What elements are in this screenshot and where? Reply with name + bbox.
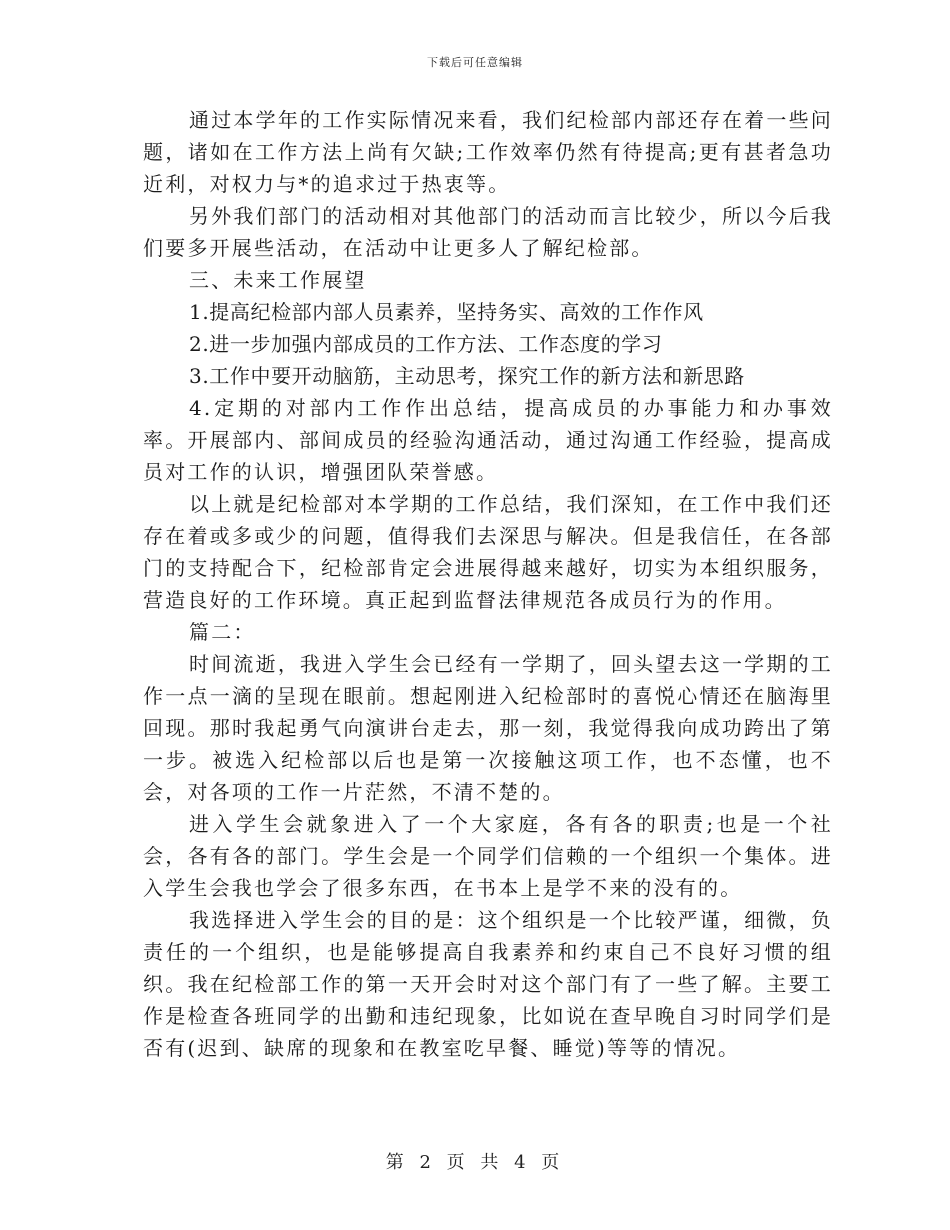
paragraph-summary: 以上就是纪检部对本学期的工作总结，我们深知，在工作中我们还存在着或多或少的问题，值得我们去深思与解决。但是我信任，在各部门的支持配合下，纪检部肯定会进展得越来越好，切实为本组织服务，营造良好的工作环境。真正起到监督法律规范各成员行为的作用。 <box>143 492 833 612</box>
section-heading-future-outlook: 三、未来工作展望 <box>189 268 367 292</box>
list-item-1: 1.提高纪检部内部人员素养，坚持务实、高效的工作作风 <box>189 300 704 324</box>
list-item-2: 2.进一步加强内部成员的工作方法、工作态度的学习 <box>189 332 663 356</box>
paragraph-purpose: 我选择进入学生会的目的是：这个组织是一个比较严谨，细微，负责任的一个组织，也是能够提高自我素养和约束自己不良好习惯的组织。我在纪检部工作的第一天开会时对这个部门有了一些了解。主要工作是检查各班同学的出勤和违纪现象，比如说在查早晚自习时同学们是否有(迟到、缺席的现象和在教室吃早餐、睡觉)等等的情况。 <box>143 908 833 1060</box>
paragraph-time-passing: 时间流逝，我进入学生会已经有一学期了，回头望去这一学期的工作一点一滴的呈现在眼前。想起刚进入纪检部时的喜悦心情还在脑海里回现。那时我起勇气向演讲台走去，那一刻，我觉得我向成功跨出了第一步。被选入纪检部以后也是第一次接触这项工作，也不态懂，也不会，对各项的工作一片茫然，不清不楚的。 <box>143 652 833 804</box>
document-body <box>143 104 833 1064</box>
paragraph-activities: 另外我们部门的活动相对其他部门的活动而言比较少，所以今后我们要多开展些活动，在活动中让更多人了解纪检部。 <box>143 204 833 260</box>
paragraph-problems: 通过本学年的工作实际情况来看，我们纪检部内部还存在着一些问题，诸如在工作方法上尚有欠缺;工作效率仍然有待提高;更有甚者急功近利，对权力与*的追求过于热衷等。 <box>143 108 833 196</box>
list-item-4: 4.定期的对部内工作作出总结，提高成员的办事能力和办事效率。开展部内、部间成员的经验沟通活动，通过沟通工作经验，提高成员对工作的认识，增强团队荣誉感。 <box>143 396 833 484</box>
page-number-footer: 第 2 页 共 4 页 <box>385 1152 565 1173</box>
paragraph-big-family: 进入学生会就象进入了一个大家庭，各有各的职责;也是一个社会，各有各的部门。学生会是一个同学们信赖的一个组织一个集体。进入学生会我也学会了很多东西，在书本上是学不来的没有的。 <box>143 812 833 900</box>
document-header-note: 下载后可任意编辑 <box>427 56 523 69</box>
list-item-3: 3.工作中要开动脑筋，主动思考，探究工作的新方法和新思路 <box>189 364 745 388</box>
section-heading-part-two: 篇二： <box>189 620 256 644</box>
